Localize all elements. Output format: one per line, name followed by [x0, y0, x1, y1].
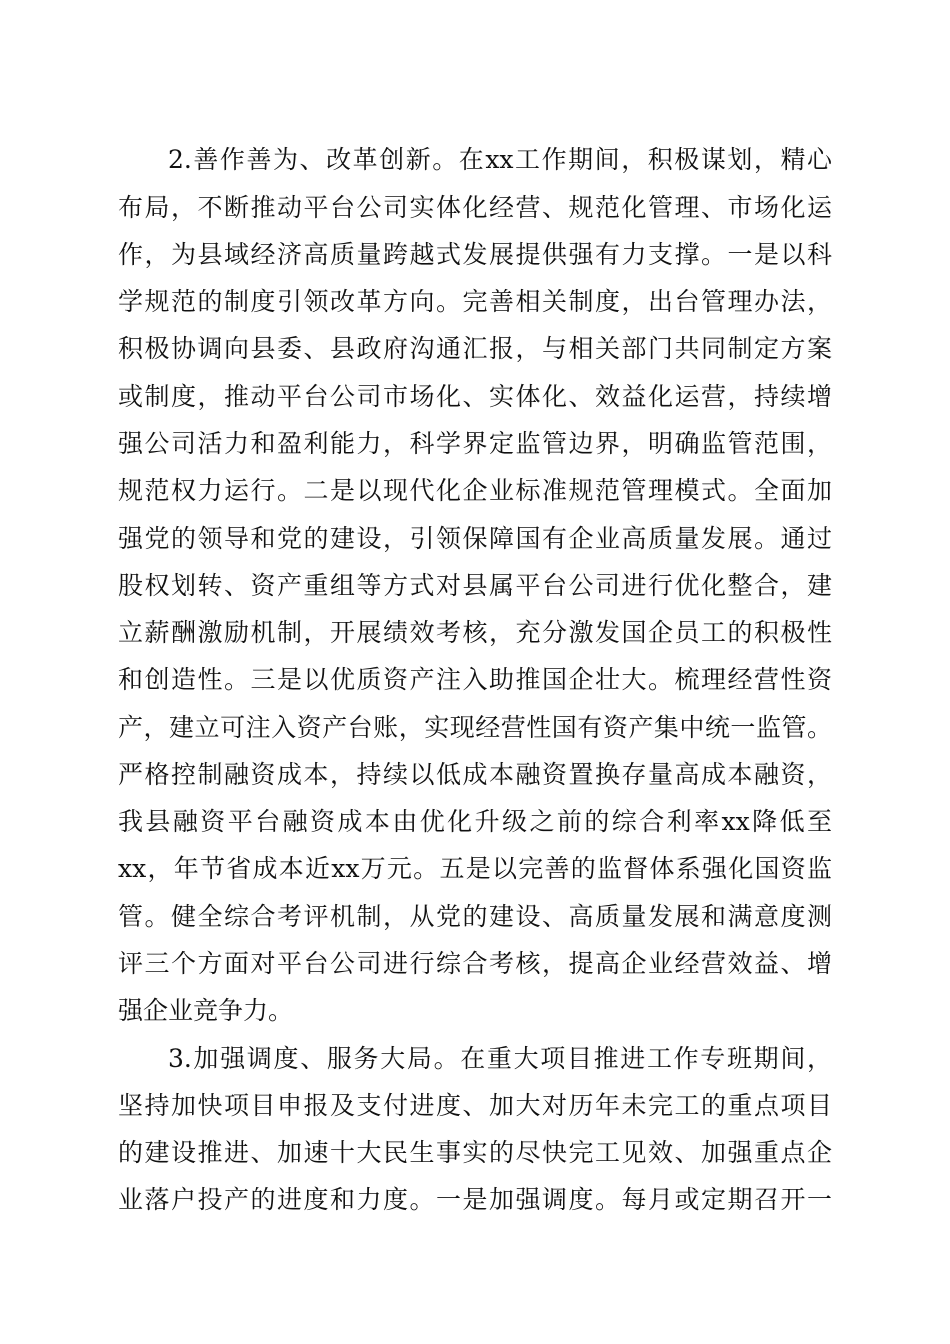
text-line: 强公司活力和盈利能力，科学界定监管边界，明确监管范围，	[118, 429, 832, 458]
text-line: 强企业竞争力。	[118, 996, 294, 1025]
text-line: xx，年节省成本近xx万元。五是以完善的监督体系强化国资监	[118, 854, 832, 883]
paragraph-3-heading-line: 3.加强调度、服务大局。在重大项目推进工作专班期间，	[168, 1044, 832, 1073]
text-line: 布局，不断推动平台公司实体化经营、规范化管理、市场化运	[118, 193, 832, 222]
text-line: 学规范的制度引领改革方向。完善相关制度，出台管理办法，	[118, 287, 832, 316]
text-line: 的建设推进、加速十大民生事实的尽快完工见效、加强重点企	[118, 1138, 832, 1167]
text-line: 严格控制融资成本，持续以低成本融资置换存量高成本融资，	[118, 760, 832, 789]
text-line: 和创造性。三是以优质资产注入助推国企壮大。梳理经营性资	[118, 665, 832, 694]
text-line: 立薪酬激励机制，开展绩效考核，充分激发国企员工的积极性	[118, 618, 832, 647]
text-line: 积极协调向县委、县政府沟通汇报，与相关部门共同制定方案	[118, 334, 832, 363]
text-line: 业落户投产的进度和力度。一是加强调度。每月或定期召开一	[118, 1185, 832, 1214]
text-line: 或制度，推动平台公司市场化、实体化、效益化运营，持续增	[118, 382, 832, 411]
paragraph-2-heading-line: 2.善作善为、改革创新。在xx工作期间，积极谋划，精心	[168, 145, 832, 174]
text-line: 管。健全综合考评机制，从党的建设、高质量发展和满意度测	[118, 902, 832, 931]
text-line: 我县融资平台融资成本由优化升级之前的综合利率xx降低至	[118, 807, 832, 836]
text-line: 坚持加快项目申报及支付进度、加大对历年未完工的重点项目	[118, 1091, 832, 1120]
text-line: 股权划转、资产重组等方式对县属平台公司进行优化整合，建	[118, 571, 832, 600]
text-line: 评三个方面对平台公司进行综合考核，提高企业经营效益、增	[118, 949, 832, 978]
text-line: 作，为县域经济高质量跨越式发展提供强有力支撑。一是以科	[118, 240, 832, 269]
text-line: 规范权力运行。二是以现代化企业标准规范管理模式。全面加	[118, 476, 832, 505]
text-line: 产，建立可注入资产台账，实现经营性国有资产集中统一监管。	[118, 713, 832, 742]
text-line: 强党的领导和党的建设，引领保障国有企业高质量发展。通过	[118, 524, 832, 553]
